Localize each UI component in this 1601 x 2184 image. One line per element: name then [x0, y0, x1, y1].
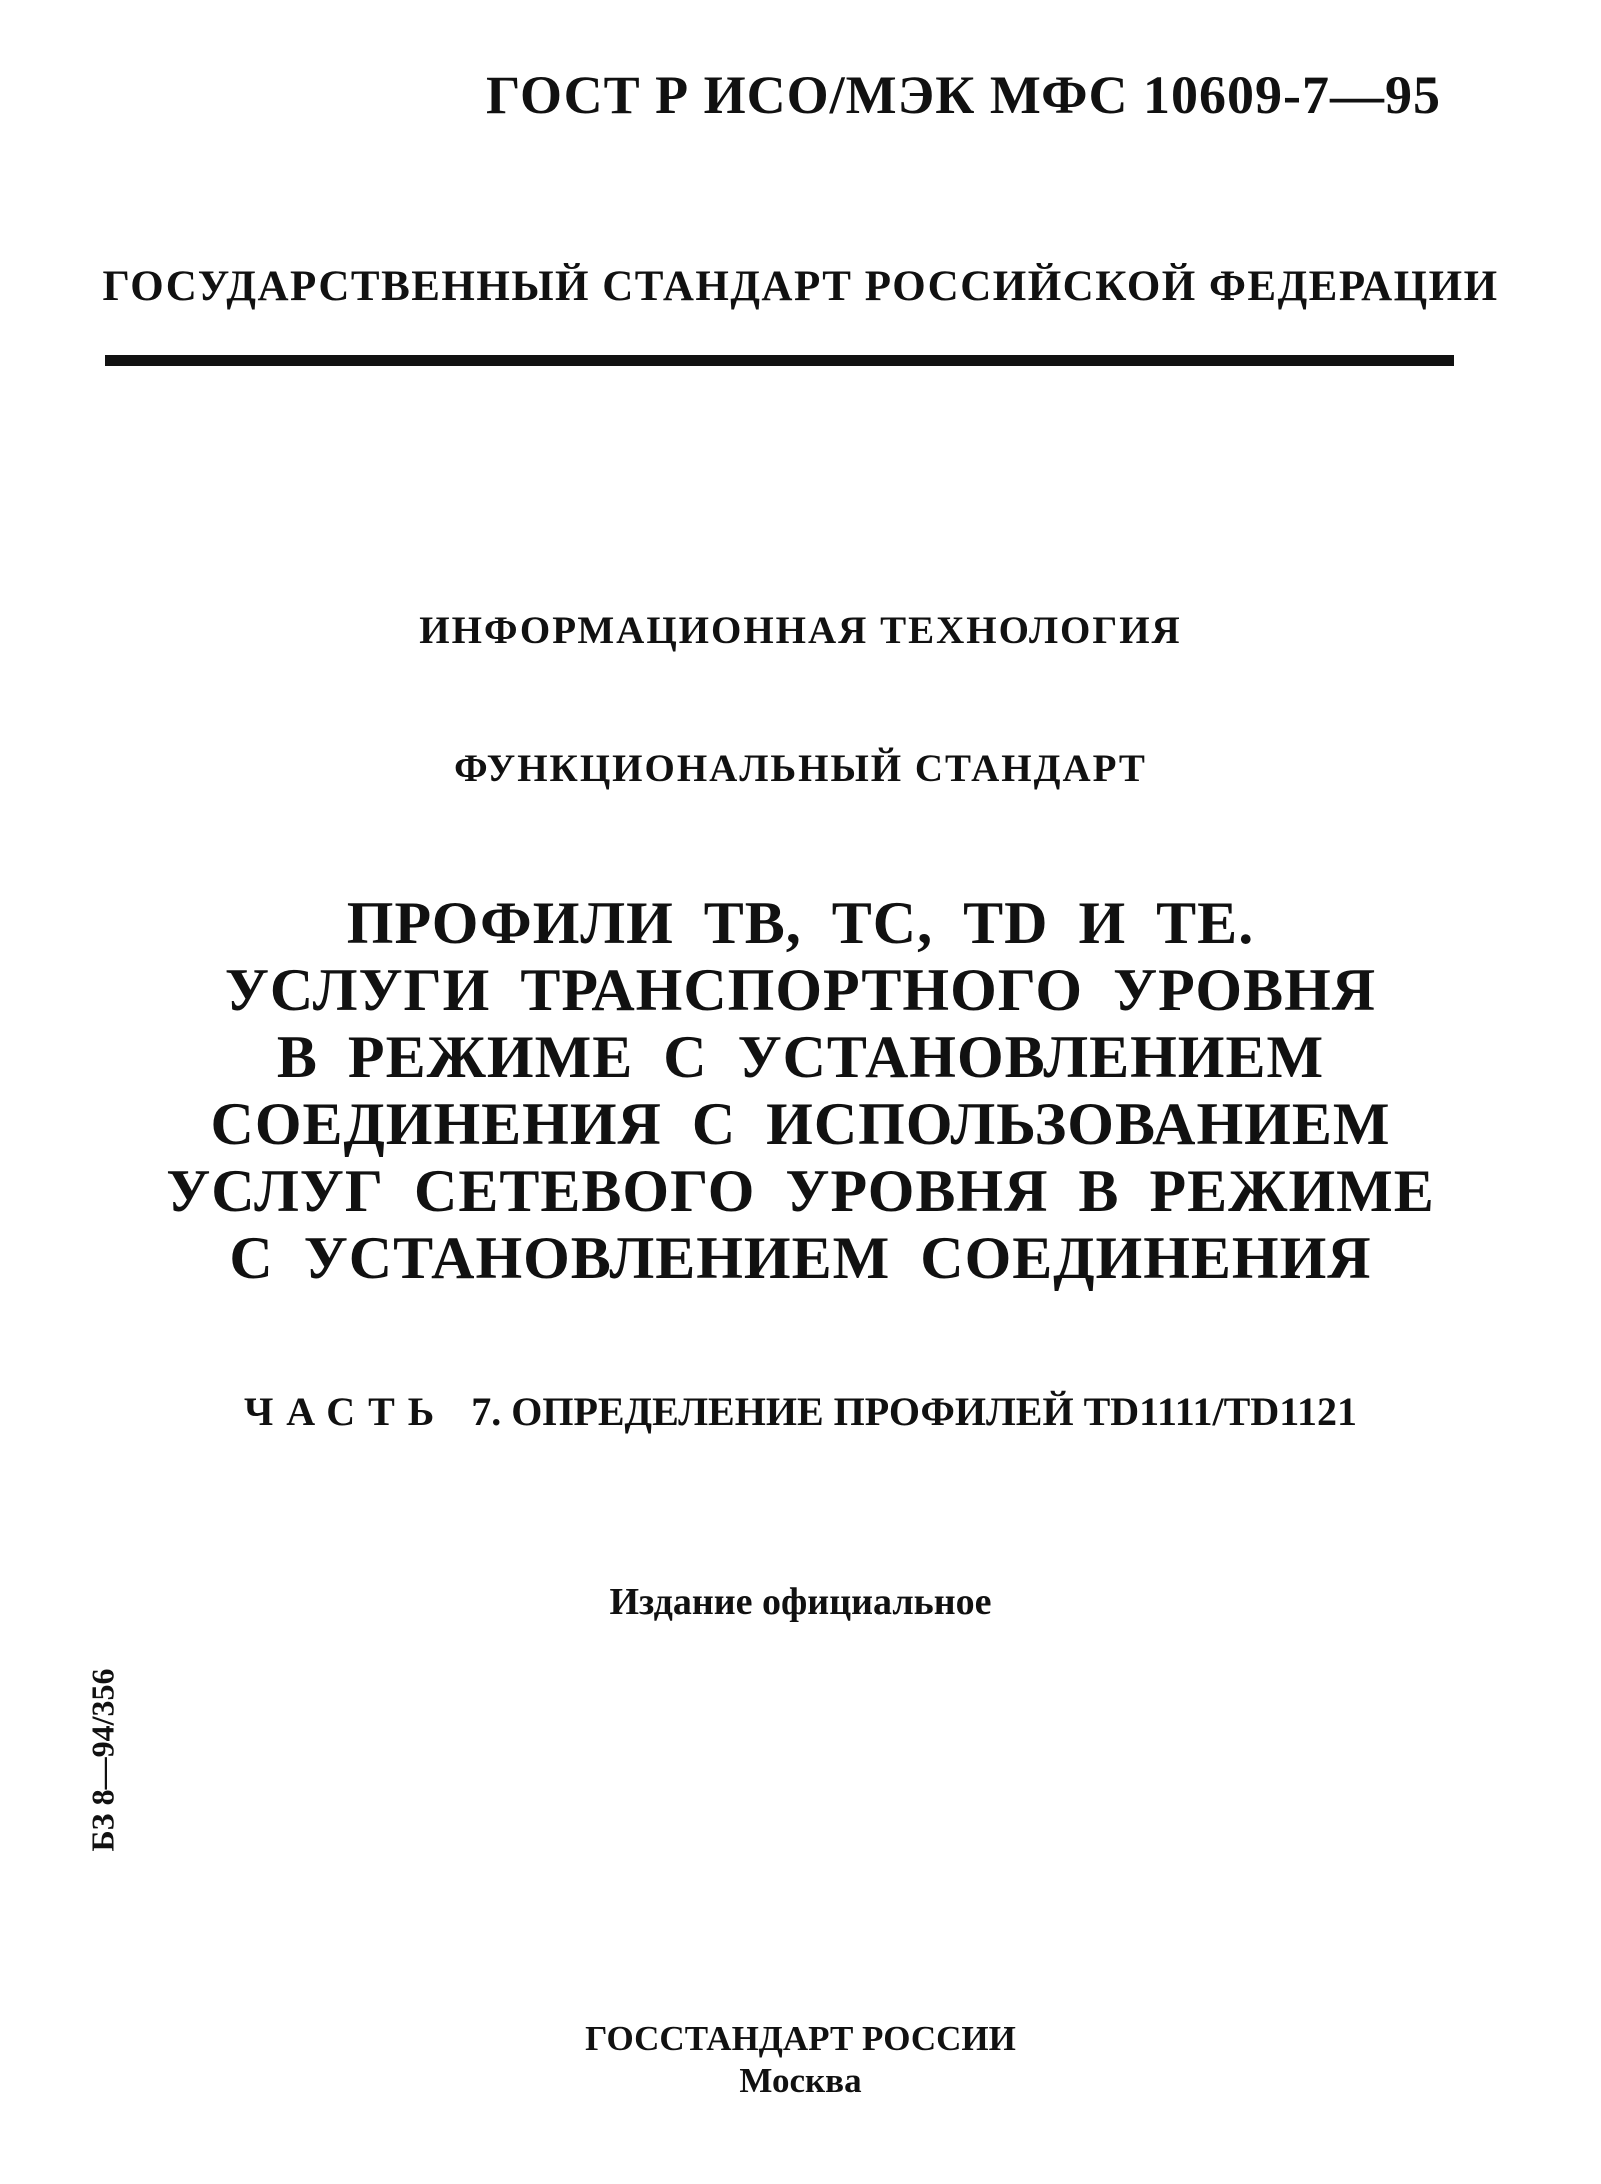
part-heading	[0, 1388, 1601, 1435]
part-label: ЧАСТЬ	[243, 1389, 448, 1434]
part-title: 7. ОПРЕДЕЛЕНИЕ ПРОФИЛЕЙ TD1111/TD1121	[471, 1389, 1358, 1434]
title-line: ПРОФИЛИ ТВ, ТС, TD И ТЕ.	[346, 890, 1255, 956]
publisher-city: Москва	[739, 2061, 862, 2100]
document-title	[0, 890, 1601, 1292]
title-line: УСЛУГИ ТРАНСПОРТНОГО УРОВНЯ	[224, 957, 1377, 1023]
side-code: БЗ 8—94/356	[84, 1668, 121, 1852]
publisher-block	[0, 2018, 1601, 2102]
title-line: СОЕДИНЕНИЯ С ИСПОЛЬЗОВАНИЕМ	[210, 1091, 1391, 1157]
state-standard-title: ГОСУДАРСТВЕННЫЙ СТАНДАРТ РОССИЙСКОЙ ФЕДЕРАЦИИ	[102, 263, 1499, 310]
header-divider	[105, 355, 1454, 366]
subject-heading: ИНФОРМАЦИОННАЯ ТЕХНОЛОГИЯ	[419, 609, 1182, 652]
edition-note: Издание официальное	[609, 1581, 992, 1623]
category-heading: ФУНКЦИОНАЛЬНЫЙ СТАНДАРТ	[454, 747, 1147, 790]
publisher-name: ГОССТАНДАРТ РОССИИ	[585, 2019, 1016, 2058]
title-line: УСЛУГ СЕТЕВОГО УРОВНЯ В РЕЖИМЕ	[166, 1158, 1435, 1224]
standard-designation: ГОСТ Р ИСО/МЭК МФС 10609-7—95	[485, 65, 1441, 125]
title-line: С УСТАНОВЛЕНИЕМ СОЕДИНЕНИЯ	[229, 1225, 1372, 1291]
title-line: В РЕЖИМЕ С УСТАНОВЛЕНИЕМ	[276, 1024, 1325, 1090]
